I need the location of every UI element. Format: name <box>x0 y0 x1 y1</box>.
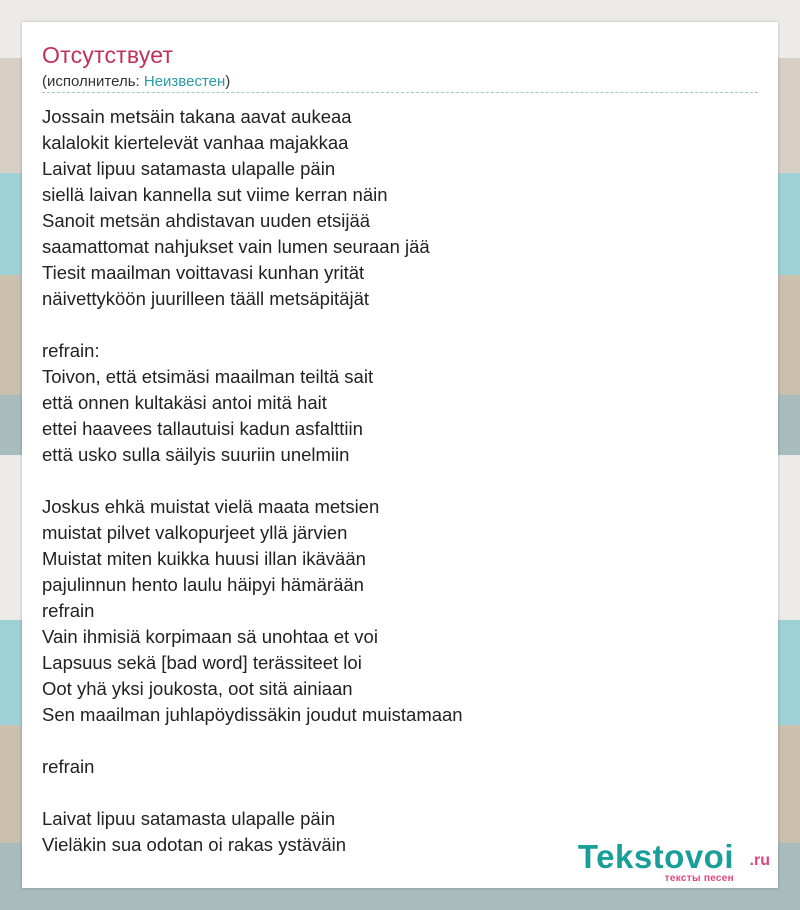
site-logo[interactable] <box>550 838 770 886</box>
lyric-line: Laivat lipuu satamasta ulapalle päin <box>42 158 336 179</box>
lyric-line: Jossain metsäin takana aavat aukeaa <box>42 106 352 127</box>
lyric-line: refrain <box>42 756 95 777</box>
lyric-line: Sen maailman juhlapöydissäkin joudut muistamaan <box>42 704 463 725</box>
lyric-line: Toivon, että etsimäsi maailman teiltä sait <box>42 366 374 387</box>
artist-prefix: (исполнитель: <box>42 73 144 90</box>
lyric-line: pajulinnun hento laulu häipyi hämärään <box>42 574 364 595</box>
lyric-line: muistat pilvet valkopurjeet yllä järvien <box>42 522 348 543</box>
lyric-line: refrain: <box>42 340 100 361</box>
lyric-line <box>42 728 758 754</box>
title-divider <box>42 92 758 93</box>
song-title: Отсутствует <box>42 42 174 68</box>
lyric-line: Vieläkin sua odotan oi rakas ystäväin <box>42 834 347 855</box>
logo-tagline: тексты песен <box>664 873 734 884</box>
lyric-line: Laivat lipuu satamasta ulapalle päin <box>42 808 336 829</box>
artist-suffix: ) <box>225 73 231 90</box>
lyric-line: Oot yhä yksi joukosta, oot sitä ainiaan <box>42 678 353 699</box>
lyric-line: Vain ihmisiä korpimaan sä unohtaa et voi <box>42 626 378 647</box>
lyric-line: Muistat miten kuikka huusi illan ikävään <box>42 548 366 569</box>
lyric-line: kalalokit kiertelevät vanhaa majakkaa <box>42 132 349 153</box>
lyric-line: että usko sulla säilyis suuriin unelmiin <box>42 444 350 465</box>
lyric-line: saamattomat nahjukset vain lumen seuraan jää <box>42 236 430 257</box>
logo-name: Tekstovoi <box>577 838 734 875</box>
lyric-line: että onnen kultakäsi antoi mitä hait <box>42 392 327 413</box>
lyric-line: refrain <box>42 600 95 621</box>
lyrics-body <box>42 104 758 858</box>
lyric-line: ettei haavees tallautuisi kadun asfalttiin <box>42 418 363 439</box>
lyric-line <box>42 468 758 494</box>
lyrics-card <box>22 22 778 888</box>
logo-tld: .ru <box>749 852 770 869</box>
lyric-line: Joskus ehkä muistat vielä maata metsien <box>42 496 380 517</box>
lyric-line: Lapsuus sekä [bad word] terässiteet loi <box>42 652 362 673</box>
lyric-line: siellä laivan kannella sut viime kerran näin <box>42 184 388 205</box>
artist-line <box>42 73 230 90</box>
lyric-line: Tiesit maailman voittavasi kunhan yrität <box>42 262 365 283</box>
lyric-line <box>42 780 758 806</box>
lyric-line: näivettyköön juurilleen tääll metsäpitäjät <box>42 288 370 309</box>
lyric-line <box>42 312 758 338</box>
artist-link[interactable]: Неизвестен <box>143 73 226 90</box>
lyric-line: Sanoit metsän ahdistavan uuden etsijää <box>42 210 371 231</box>
